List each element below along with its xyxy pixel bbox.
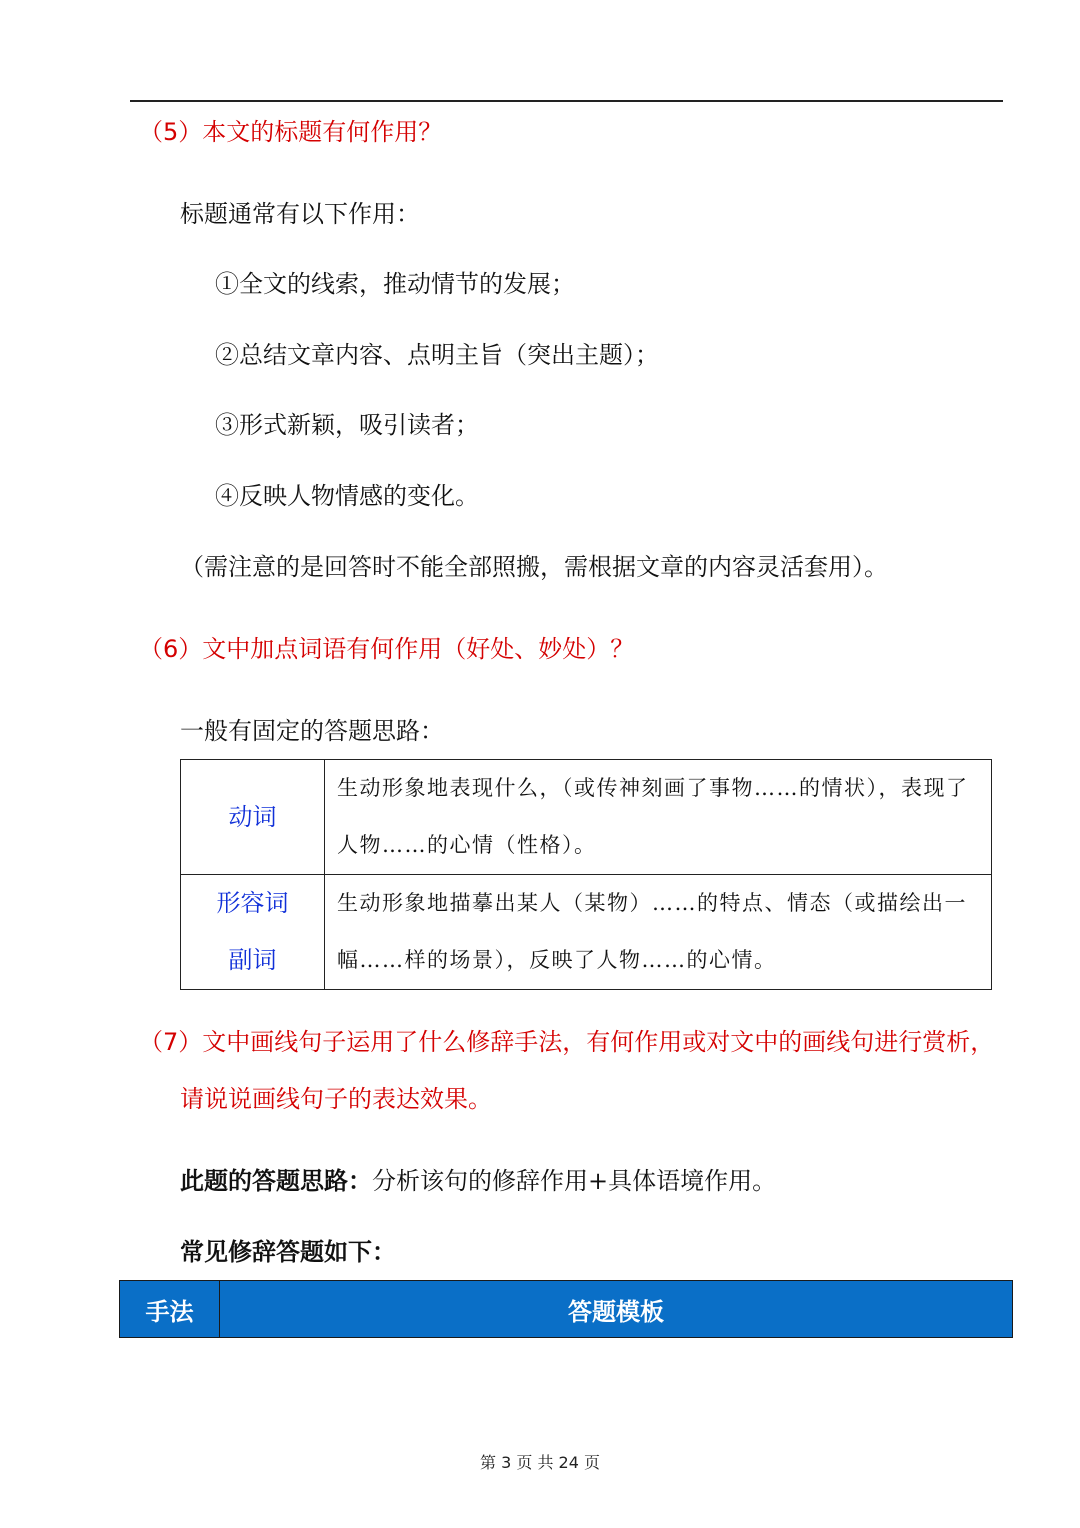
question-5-item-2: ②总结文章内容、点明主旨（突出主题）； [215, 341, 659, 369]
question-5-note: （需注意的是回答时不能全部照搬，需根据文章的内容灵活套用）。 [180, 553, 888, 581]
word-type-cell [181, 760, 325, 875]
word-type-adverb: 副词 [228, 946, 277, 974]
table-row [181, 875, 992, 990]
question-7-title-line-1: （7）文中画线句子运用了什么修辞手法，有何作用或对文中的画线句进行赏析， [139, 1028, 995, 1056]
table-row [181, 760, 992, 875]
header-method: 手法 [120, 1281, 220, 1337]
question-5-item-3: ③形式新颖，吸引读者； [215, 411, 479, 439]
question-5-item-4: ④反映人物情感的变化。 [215, 482, 479, 510]
word-desc-adjective-adverb: 生动形象地描摹出某人（某物）……的特点、情态（或描绘出一幅……样的场景），反映了人物……的心情。 [337, 891, 967, 972]
rhetoric-table-header [119, 1280, 1013, 1338]
word-type-adjective: 形容词 [216, 889, 289, 917]
question-7-title-line-2: 请说说画线句子的表达效果。 [180, 1085, 492, 1113]
question-5-intro: 标题通常有以下作用： [180, 200, 420, 228]
word-type-verb: 动词 [228, 802, 277, 831]
approach-text: 分析该句的修辞作用+具体语境作用。 [372, 1167, 777, 1195]
question-7-approach [180, 1165, 776, 1197]
word-desc-verb: 生动形象地表现什么，（或传神刻画了事物……的情状），表现了人物……的心情（性格）。 [337, 776, 969, 857]
question-6-title: （6）文中加点词语有何作用（好处、妙处）？ [139, 635, 635, 663]
question-6-intro: 一般有固定的答题思路： [180, 717, 444, 745]
header-template: 答题模板 [568, 1297, 664, 1326]
approach-label: 此题的答题思路： [180, 1167, 372, 1195]
header-rule [130, 100, 1003, 102]
word-desc-cell [325, 875, 992, 990]
question-5-item-1: ①全文的线索，推动情节的发展； [215, 270, 575, 298]
word-type-cell [181, 875, 325, 990]
question-5-title: （5）本文的标题有何作用？ [139, 118, 443, 146]
common-rhetoric-label: 常见修辞答题如下： [180, 1238, 396, 1266]
word-function-table [180, 759, 992, 990]
page-footer: 第 3 页 共 24 页 [480, 1453, 600, 1472]
word-desc-cell [325, 760, 992, 875]
